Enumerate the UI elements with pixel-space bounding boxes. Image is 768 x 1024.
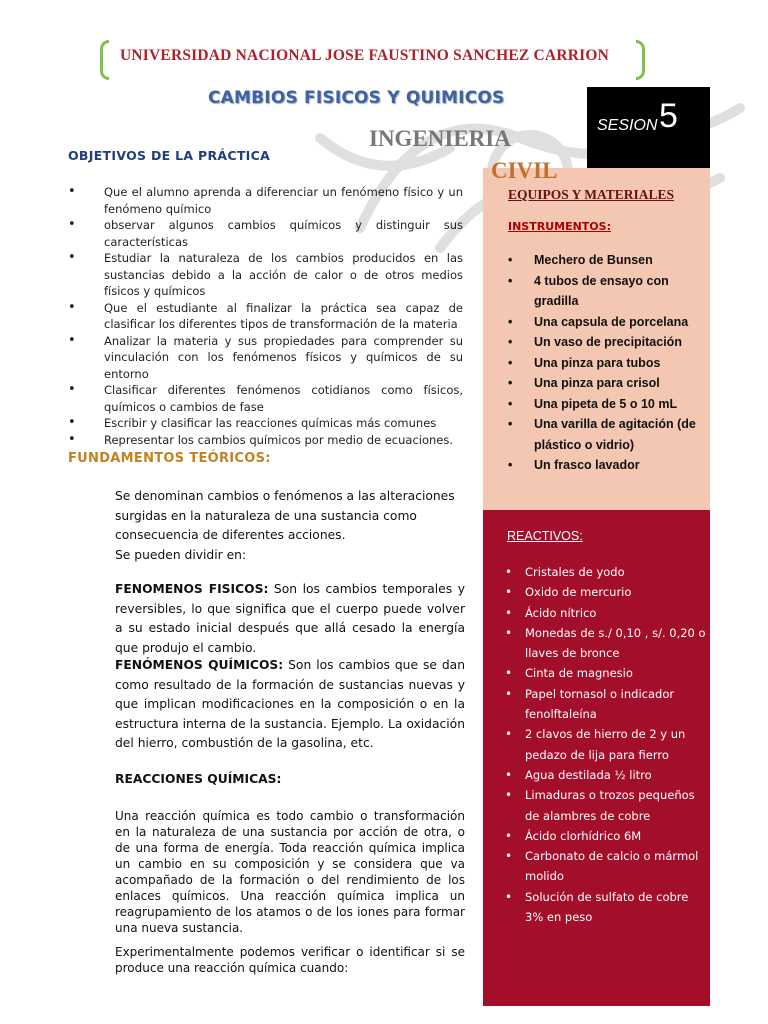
page-title: CAMBIOS FISICOS Y QUIMICOS [208,88,505,108]
theory-heading: FUNDAMENTOS TEÓRICOS: [68,451,271,466]
list-item: • Un frasco lavador [508,455,708,476]
list-item: • Que el estudiante al finalizar la práctica sea capaz de clasificar los diferentes tipos de transformación de la materia [68,300,463,333]
objectives-list [68,184,463,448]
list-item: • Que el alumno aprenda a diferenciar un fenómeno físico y un fenómeno químico [68,184,463,217]
list-item: • Una varilla de agitación (de plástico o vidrio) [508,414,708,455]
list-item: • Papel tornasol o indicador fenolftaleína [505,684,710,725]
list-item: • Cristales de yodo [505,562,710,582]
list-item: • Una capsula de porcelana [508,312,708,333]
equipment-heading: EQUIPOS Y MATERIALES [508,187,675,202]
reagents-heading: REACTIVOS: [507,529,583,543]
list-item: • Cinta de magnesio [505,663,710,683]
reactions-text: Una reacción química es todo cambio o transformación en la naturaleza de una sustancia por acción de otra, o de una forma de energía. Toda reacción química implica un cambio en su composición y se considera que va acompañado de la formación o del rendimiento de los enlaces químicos. Una reacción química implica un reagrupamiento de los atamos o de los iones para formar una nueva sustancia. [115,809,465,935]
list-item: • Mechero de Bunsen [508,250,708,271]
career-line-2: CIVIL [491,158,558,183]
list-item: • Un vaso de precipitación [508,332,708,353]
list-item: • Clasificar diferentes fenómenos cotidianos como físicos, químicos o cambios de fase [68,382,463,415]
list-item: • Limaduras o trozos pequeños de alambres de cobre [505,785,710,826]
reagents-list [505,562,710,927]
physical-text: Son los cambios temporales y reversibles, lo que significa que el cuerpo puede volver a su estado inicial después que allá cesado la energía que produjo el cambio. [115,582,465,655]
session-number: 5 [659,97,678,135]
physical-phenomena [115,580,465,658]
instruments-list [508,250,708,476]
theory-intro [115,487,465,565]
list-item: • Carbonato de calcio o mármol molido [505,846,710,887]
list-item: • Ácido nítrico [505,603,710,623]
chemical-text: Son los cambios que se dan como resultado de la formación de sustancias nuevas y que implican modificaciones en la composición o en la estructura interna de la sustancia. Ejemplo. La oxidación del hierro, combustión de la gasolina, etc. [115,658,465,750]
list-item: • observar algunos cambios químicos y distinguir sus características [68,217,463,250]
objectives-heading: OBJETIVOS DE LA PRÁCTICA [68,148,271,163]
list-item: • Oxido de mercurio [505,582,710,602]
list-item: • Representar los cambios químicos por medio de ecuaciones. [68,432,463,449]
list-item: • 2 clavos de hierro de 2 y un pedazo de lija para fierro [505,724,710,765]
list-item: • Una pinza para crisol [508,373,708,394]
intro-text: Se denominan cambios o fenómenos a las alteraciones surgidas en la naturaleza de una sustancia como consecuencia de diferentes acciones. [115,489,455,542]
list-item: • Analizar la materia y sus propiedades para comprender su vinculación con los fenómenos físicos y químicos de su entorno [68,333,463,383]
list-item: • Estudiar la naturaleza de los cambios producidos en las sustancias debido a la acción de calor o de otros medios físicos y químicos [68,250,463,300]
chemical-label: FENÓMENOS QUÍMICOS: [115,658,284,672]
session-label: SESION [597,117,658,134]
list-item: • Una pinza para tubos [508,353,708,374]
list-item: • Una pipeta de 5 o 10 mL [508,394,708,415]
list-item: • Agua destilada ½ litro [505,765,710,785]
list-item: • Escribir y clasificar las reacciones químicas más comunes [68,415,463,432]
list-item: • Solución de sulfato de cobre 3% en peso [505,887,710,928]
divide-text: Se pueden dividir en: [115,547,247,562]
list-item: • Monedas de s./ 0,10 , s/. 0,20 o llaves de bronce [505,623,710,664]
instruments-heading: INSTRUMENTOS: [508,220,611,233]
career-line-1: INGENIERIA [369,126,511,151]
session-badge [587,87,710,168]
university-name: UNIVERSIDAD NACIONAL JOSE FAUSTINO SANCHEZ CARRION [120,47,609,64]
physical-label: FENOMENOS FISICOS: [115,582,269,596]
left-bracket-decoration [100,40,109,80]
list-item: • Ácido clorhídrico 6M [505,826,710,846]
list-item: • 4 tubos de ensayo con gradilla [508,271,708,312]
chemical-phenomena [115,656,465,754]
experimental-text: Experimentalmente podemos verificar o identificar si se produce una reacción química cuando: [115,945,465,975]
reactions-heading: REACCIONES QUÍMICAS: [115,772,282,786]
